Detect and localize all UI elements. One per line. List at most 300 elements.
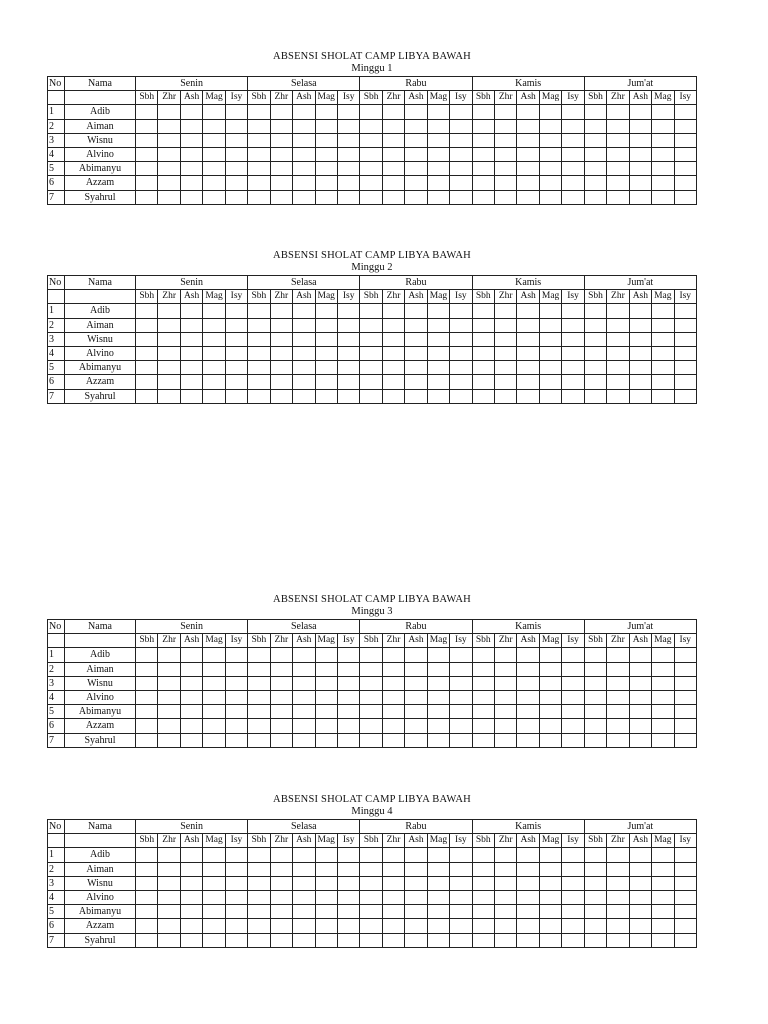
- attendance-cell[interactable]: [382, 890, 404, 904]
- attendance-cell[interactable]: [472, 332, 494, 346]
- attendance-cell[interactable]: [629, 919, 651, 933]
- attendance-cell[interactable]: [562, 318, 584, 332]
- attendance-cell[interactable]: [248, 162, 270, 176]
- attendance-cell[interactable]: [382, 676, 404, 690]
- attendance-cell[interactable]: [652, 876, 674, 890]
- attendance-cell[interactable]: [203, 361, 225, 375]
- attendance-cell[interactable]: [360, 375, 382, 389]
- attendance-cell[interactable]: [248, 176, 270, 190]
- attendance-cell[interactable]: [315, 705, 337, 719]
- attendance-cell[interactable]: [337, 919, 359, 933]
- attendance-cell[interactable]: [360, 119, 382, 133]
- attendance-cell[interactable]: [674, 133, 697, 147]
- attendance-cell[interactable]: [652, 389, 674, 403]
- attendance-cell[interactable]: [495, 346, 517, 360]
- attendance-cell[interactable]: [472, 346, 494, 360]
- attendance-cell[interactable]: [203, 147, 225, 161]
- attendance-cell[interactable]: [382, 375, 404, 389]
- attendance-cell[interactable]: [674, 346, 697, 360]
- attendance-cell[interactable]: [270, 719, 292, 733]
- attendance-cell[interactable]: [629, 162, 651, 176]
- attendance-cell[interactable]: [607, 176, 629, 190]
- attendance-cell[interactable]: [315, 346, 337, 360]
- attendance-cell[interactable]: [562, 876, 584, 890]
- attendance-cell[interactable]: [382, 848, 404, 862]
- attendance-cell[interactable]: [180, 375, 202, 389]
- attendance-cell[interactable]: [270, 919, 292, 933]
- attendance-cell[interactable]: [203, 176, 225, 190]
- attendance-cell[interactable]: [203, 733, 225, 747]
- attendance-cell[interactable]: [629, 318, 651, 332]
- attendance-cell[interactable]: [248, 676, 270, 690]
- attendance-cell[interactable]: [652, 919, 674, 933]
- attendance-cell[interactable]: [472, 662, 494, 676]
- attendance-cell[interactable]: [495, 719, 517, 733]
- attendance-cell[interactable]: [337, 676, 359, 690]
- attendance-cell[interactable]: [203, 190, 225, 204]
- attendance-cell[interactable]: [248, 690, 270, 704]
- attendance-cell[interactable]: [225, 389, 247, 403]
- attendance-cell[interactable]: [248, 862, 270, 876]
- attendance-cell[interactable]: [427, 648, 449, 662]
- attendance-cell[interactable]: [293, 733, 315, 747]
- attendance-cell[interactable]: [270, 105, 292, 119]
- attendance-cell[interactable]: [539, 346, 561, 360]
- attendance-cell[interactable]: [203, 304, 225, 318]
- attendance-cell[interactable]: [405, 719, 427, 733]
- attendance-cell[interactable]: [337, 719, 359, 733]
- attendance-cell[interactable]: [225, 705, 247, 719]
- attendance-cell[interactable]: [450, 848, 472, 862]
- attendance-cell[interactable]: [629, 933, 651, 947]
- attendance-cell[interactable]: [495, 332, 517, 346]
- attendance-cell[interactable]: [427, 105, 449, 119]
- attendance-cell[interactable]: [315, 119, 337, 133]
- attendance-cell[interactable]: [337, 147, 359, 161]
- attendance-cell[interactable]: [405, 690, 427, 704]
- attendance-cell[interactable]: [495, 733, 517, 747]
- attendance-cell[interactable]: [472, 162, 494, 176]
- attendance-cell[interactable]: [337, 648, 359, 662]
- attendance-cell[interactable]: [225, 676, 247, 690]
- attendance-cell[interactable]: [450, 147, 472, 161]
- attendance-cell[interactable]: [382, 648, 404, 662]
- attendance-cell[interactable]: [180, 318, 202, 332]
- attendance-cell[interactable]: [562, 662, 584, 676]
- attendance-cell[interactable]: [562, 705, 584, 719]
- attendance-cell[interactable]: [450, 190, 472, 204]
- attendance-cell[interactable]: [607, 318, 629, 332]
- attendance-cell[interactable]: [270, 733, 292, 747]
- attendance-cell[interactable]: [674, 705, 697, 719]
- attendance-cell[interactable]: [225, 690, 247, 704]
- attendance-cell[interactable]: [517, 905, 539, 919]
- attendance-cell[interactable]: [629, 848, 651, 862]
- attendance-cell[interactable]: [674, 862, 697, 876]
- attendance-cell[interactable]: [674, 162, 697, 176]
- attendance-cell[interactable]: [472, 919, 494, 933]
- attendance-cell[interactable]: [674, 733, 697, 747]
- attendance-cell[interactable]: [203, 890, 225, 904]
- attendance-cell[interactable]: [293, 375, 315, 389]
- attendance-cell[interactable]: [293, 705, 315, 719]
- attendance-cell[interactable]: [136, 318, 158, 332]
- attendance-cell[interactable]: [248, 933, 270, 947]
- attendance-cell[interactable]: [472, 375, 494, 389]
- attendance-cell[interactable]: [562, 933, 584, 947]
- attendance-cell[interactable]: [517, 346, 539, 360]
- attendance-cell[interactable]: [270, 890, 292, 904]
- attendance-cell[interactable]: [405, 105, 427, 119]
- attendance-cell[interactable]: [562, 690, 584, 704]
- attendance-cell[interactable]: [674, 176, 697, 190]
- attendance-cell[interactable]: [584, 190, 606, 204]
- attendance-cell[interactable]: [539, 375, 561, 389]
- attendance-cell[interactable]: [360, 361, 382, 375]
- attendance-cell[interactable]: [495, 890, 517, 904]
- attendance-cell[interactable]: [337, 905, 359, 919]
- attendance-cell[interactable]: [539, 119, 561, 133]
- attendance-cell[interactable]: [225, 176, 247, 190]
- attendance-cell[interactable]: [293, 690, 315, 704]
- attendance-cell[interactable]: [248, 919, 270, 933]
- attendance-cell[interactable]: [607, 375, 629, 389]
- attendance-cell[interactable]: [225, 662, 247, 676]
- attendance-cell[interactable]: [607, 662, 629, 676]
- attendance-cell[interactable]: [360, 133, 382, 147]
- attendance-cell[interactable]: [293, 304, 315, 318]
- attendance-cell[interactable]: [203, 919, 225, 933]
- attendance-cell[interactable]: [136, 890, 158, 904]
- attendance-cell[interactable]: [607, 105, 629, 119]
- attendance-cell[interactable]: [584, 905, 606, 919]
- attendance-cell[interactable]: [158, 733, 180, 747]
- attendance-cell[interactable]: [203, 933, 225, 947]
- attendance-cell[interactable]: [293, 162, 315, 176]
- attendance-cell[interactable]: [517, 933, 539, 947]
- attendance-cell[interactable]: [584, 862, 606, 876]
- attendance-cell[interactable]: [607, 705, 629, 719]
- attendance-cell[interactable]: [158, 919, 180, 933]
- attendance-cell[interactable]: [427, 705, 449, 719]
- attendance-cell[interactable]: [607, 119, 629, 133]
- attendance-cell[interactable]: [293, 933, 315, 947]
- attendance-cell[interactable]: [607, 147, 629, 161]
- attendance-cell[interactable]: [450, 389, 472, 403]
- attendance-cell[interactable]: [293, 332, 315, 346]
- attendance-cell[interactable]: [270, 705, 292, 719]
- attendance-cell[interactable]: [180, 919, 202, 933]
- attendance-cell[interactable]: [270, 690, 292, 704]
- attendance-cell[interactable]: [248, 719, 270, 733]
- attendance-cell[interactable]: [360, 905, 382, 919]
- attendance-cell[interactable]: [652, 648, 674, 662]
- attendance-cell[interactable]: [180, 733, 202, 747]
- attendance-cell[interactable]: [562, 332, 584, 346]
- attendance-cell[interactable]: [180, 933, 202, 947]
- attendance-cell[interactable]: [360, 304, 382, 318]
- attendance-cell[interactable]: [225, 733, 247, 747]
- attendance-cell[interactable]: [450, 705, 472, 719]
- attendance-cell[interactable]: [652, 676, 674, 690]
- attendance-cell[interactable]: [136, 375, 158, 389]
- attendance-cell[interactable]: [337, 876, 359, 890]
- attendance-cell[interactable]: [427, 676, 449, 690]
- attendance-cell[interactable]: [382, 905, 404, 919]
- attendance-cell[interactable]: [495, 133, 517, 147]
- attendance-cell[interactable]: [652, 662, 674, 676]
- attendance-cell[interactable]: [629, 676, 651, 690]
- attendance-cell[interactable]: [450, 662, 472, 676]
- attendance-cell[interactable]: [293, 190, 315, 204]
- attendance-cell[interactable]: [629, 133, 651, 147]
- attendance-cell[interactable]: [248, 190, 270, 204]
- attendance-cell[interactable]: [225, 361, 247, 375]
- attendance-cell[interactable]: [405, 705, 427, 719]
- attendance-cell[interactable]: [495, 905, 517, 919]
- attendance-cell[interactable]: [136, 162, 158, 176]
- attendance-cell[interactable]: [203, 690, 225, 704]
- attendance-cell[interactable]: [158, 662, 180, 676]
- attendance-cell[interactable]: [674, 375, 697, 389]
- attendance-cell[interactable]: [225, 105, 247, 119]
- attendance-cell[interactable]: [293, 176, 315, 190]
- attendance-cell[interactable]: [517, 176, 539, 190]
- attendance-cell[interactable]: [539, 332, 561, 346]
- attendance-cell[interactable]: [674, 890, 697, 904]
- attendance-cell[interactable]: [136, 848, 158, 862]
- attendance-cell[interactable]: [584, 361, 606, 375]
- attendance-cell[interactable]: [539, 147, 561, 161]
- attendance-cell[interactable]: [607, 162, 629, 176]
- attendance-cell[interactable]: [607, 304, 629, 318]
- attendance-cell[interactable]: [517, 733, 539, 747]
- attendance-cell[interactable]: [180, 133, 202, 147]
- attendance-cell[interactable]: [629, 190, 651, 204]
- attendance-cell[interactable]: [472, 848, 494, 862]
- attendance-cell[interactable]: [427, 361, 449, 375]
- attendance-cell[interactable]: [607, 361, 629, 375]
- attendance-cell[interactable]: [293, 119, 315, 133]
- attendance-cell[interactable]: [136, 190, 158, 204]
- attendance-cell[interactable]: [674, 919, 697, 933]
- attendance-cell[interactable]: [293, 105, 315, 119]
- attendance-cell[interactable]: [360, 332, 382, 346]
- attendance-cell[interactable]: [203, 162, 225, 176]
- attendance-cell[interactable]: [562, 304, 584, 318]
- attendance-cell[interactable]: [584, 733, 606, 747]
- attendance-cell[interactable]: [472, 705, 494, 719]
- attendance-cell[interactable]: [315, 733, 337, 747]
- attendance-cell[interactable]: [472, 648, 494, 662]
- attendance-cell[interactable]: [674, 318, 697, 332]
- attendance-cell[interactable]: [203, 346, 225, 360]
- attendance-cell[interactable]: [315, 690, 337, 704]
- attendance-cell[interactable]: [180, 690, 202, 704]
- attendance-cell[interactable]: [472, 119, 494, 133]
- attendance-cell[interactable]: [337, 190, 359, 204]
- attendance-cell[interactable]: [405, 648, 427, 662]
- attendance-cell[interactable]: [293, 676, 315, 690]
- attendance-cell[interactable]: [225, 848, 247, 862]
- attendance-cell[interactable]: [517, 318, 539, 332]
- attendance-cell[interactable]: [450, 176, 472, 190]
- attendance-cell[interactable]: [584, 933, 606, 947]
- attendance-cell[interactable]: [203, 389, 225, 403]
- attendance-cell[interactable]: [495, 648, 517, 662]
- attendance-cell[interactable]: [539, 719, 561, 733]
- attendance-cell[interactable]: [472, 361, 494, 375]
- attendance-cell[interactable]: [360, 190, 382, 204]
- attendance-cell[interactable]: [248, 304, 270, 318]
- attendance-cell[interactable]: [629, 375, 651, 389]
- attendance-cell[interactable]: [405, 862, 427, 876]
- attendance-cell[interactable]: [136, 733, 158, 747]
- attendance-cell[interactable]: [360, 733, 382, 747]
- attendance-cell[interactable]: [180, 147, 202, 161]
- attendance-cell[interactable]: [450, 919, 472, 933]
- attendance-cell[interactable]: [584, 176, 606, 190]
- attendance-cell[interactable]: [136, 905, 158, 919]
- attendance-cell[interactable]: [270, 933, 292, 947]
- attendance-cell[interactable]: [427, 719, 449, 733]
- attendance-cell[interactable]: [517, 332, 539, 346]
- attendance-cell[interactable]: [180, 890, 202, 904]
- attendance-cell[interactable]: [248, 848, 270, 862]
- attendance-cell[interactable]: [562, 862, 584, 876]
- attendance-cell[interactable]: [652, 933, 674, 947]
- attendance-cell[interactable]: [584, 690, 606, 704]
- attendance-cell[interactable]: [629, 890, 651, 904]
- attendance-cell[interactable]: [495, 375, 517, 389]
- attendance-cell[interactable]: [315, 662, 337, 676]
- attendance-cell[interactable]: [180, 304, 202, 318]
- attendance-cell[interactable]: [136, 690, 158, 704]
- attendance-cell[interactable]: [315, 905, 337, 919]
- attendance-cell[interactable]: [270, 346, 292, 360]
- attendance-cell[interactable]: [450, 162, 472, 176]
- attendance-cell[interactable]: [360, 676, 382, 690]
- attendance-cell[interactable]: [293, 648, 315, 662]
- attendance-cell[interactable]: [158, 190, 180, 204]
- attendance-cell[interactable]: [539, 176, 561, 190]
- attendance-cell[interactable]: [405, 133, 427, 147]
- attendance-cell[interactable]: [203, 719, 225, 733]
- attendance-cell[interactable]: [427, 389, 449, 403]
- attendance-cell[interactable]: [472, 890, 494, 904]
- attendance-cell[interactable]: [652, 719, 674, 733]
- attendance-cell[interactable]: [472, 133, 494, 147]
- attendance-cell[interactable]: [158, 690, 180, 704]
- attendance-cell[interactable]: [495, 919, 517, 933]
- attendance-cell[interactable]: [136, 719, 158, 733]
- attendance-cell[interactable]: [158, 876, 180, 890]
- attendance-cell[interactable]: [539, 876, 561, 890]
- attendance-cell[interactable]: [315, 719, 337, 733]
- attendance-cell[interactable]: [270, 332, 292, 346]
- attendance-cell[interactable]: [562, 375, 584, 389]
- attendance-cell[interactable]: [539, 848, 561, 862]
- attendance-cell[interactable]: [158, 318, 180, 332]
- attendance-cell[interactable]: [248, 705, 270, 719]
- attendance-cell[interactable]: [405, 905, 427, 919]
- attendance-cell[interactable]: [136, 389, 158, 403]
- attendance-cell[interactable]: [337, 361, 359, 375]
- attendance-cell[interactable]: [405, 389, 427, 403]
- attendance-cell[interactable]: [495, 662, 517, 676]
- attendance-cell[interactable]: [652, 905, 674, 919]
- attendance-cell[interactable]: [495, 862, 517, 876]
- attendance-cell[interactable]: [539, 304, 561, 318]
- attendance-cell[interactable]: [180, 676, 202, 690]
- attendance-cell[interactable]: [315, 676, 337, 690]
- attendance-cell[interactable]: [607, 905, 629, 919]
- attendance-cell[interactable]: [248, 733, 270, 747]
- attendance-cell[interactable]: [674, 105, 697, 119]
- attendance-cell[interactable]: [674, 304, 697, 318]
- attendance-cell[interactable]: [607, 133, 629, 147]
- attendance-cell[interactable]: [248, 890, 270, 904]
- attendance-cell[interactable]: [607, 719, 629, 733]
- attendance-cell[interactable]: [450, 133, 472, 147]
- attendance-cell[interactable]: [293, 662, 315, 676]
- attendance-cell[interactable]: [674, 676, 697, 690]
- attendance-cell[interactable]: [652, 733, 674, 747]
- attendance-cell[interactable]: [382, 318, 404, 332]
- attendance-cell[interactable]: [562, 648, 584, 662]
- attendance-cell[interactable]: [337, 933, 359, 947]
- attendance-cell[interactable]: [607, 890, 629, 904]
- attendance-cell[interactable]: [517, 133, 539, 147]
- attendance-cell[interactable]: [225, 162, 247, 176]
- attendance-cell[interactable]: [136, 332, 158, 346]
- attendance-cell[interactable]: [270, 147, 292, 161]
- attendance-cell[interactable]: [225, 133, 247, 147]
- attendance-cell[interactable]: [495, 705, 517, 719]
- attendance-cell[interactable]: [472, 905, 494, 919]
- attendance-cell[interactable]: [495, 147, 517, 161]
- attendance-cell[interactable]: [203, 318, 225, 332]
- attendance-cell[interactable]: [517, 361, 539, 375]
- attendance-cell[interactable]: [405, 919, 427, 933]
- attendance-cell[interactable]: [427, 690, 449, 704]
- attendance-cell[interactable]: [158, 304, 180, 318]
- attendance-cell[interactable]: [382, 690, 404, 704]
- attendance-cell[interactable]: [584, 890, 606, 904]
- attendance-cell[interactable]: [517, 147, 539, 161]
- attendance-cell[interactable]: [517, 676, 539, 690]
- attendance-cell[interactable]: [225, 332, 247, 346]
- attendance-cell[interactable]: [180, 719, 202, 733]
- attendance-cell[interactable]: [629, 705, 651, 719]
- attendance-cell[interactable]: [539, 648, 561, 662]
- attendance-cell[interactable]: [315, 361, 337, 375]
- attendance-cell[interactable]: [472, 676, 494, 690]
- attendance-cell[interactable]: [136, 705, 158, 719]
- attendance-cell[interactable]: [248, 361, 270, 375]
- attendance-cell[interactable]: [315, 162, 337, 176]
- attendance-cell[interactable]: [450, 733, 472, 747]
- attendance-cell[interactable]: [382, 119, 404, 133]
- attendance-cell[interactable]: [517, 304, 539, 318]
- attendance-cell[interactable]: [629, 662, 651, 676]
- attendance-cell[interactable]: [270, 662, 292, 676]
- attendance-cell[interactable]: [517, 919, 539, 933]
- attendance-cell[interactable]: [539, 905, 561, 919]
- attendance-cell[interactable]: [248, 119, 270, 133]
- attendance-cell[interactable]: [382, 705, 404, 719]
- attendance-cell[interactable]: [629, 147, 651, 161]
